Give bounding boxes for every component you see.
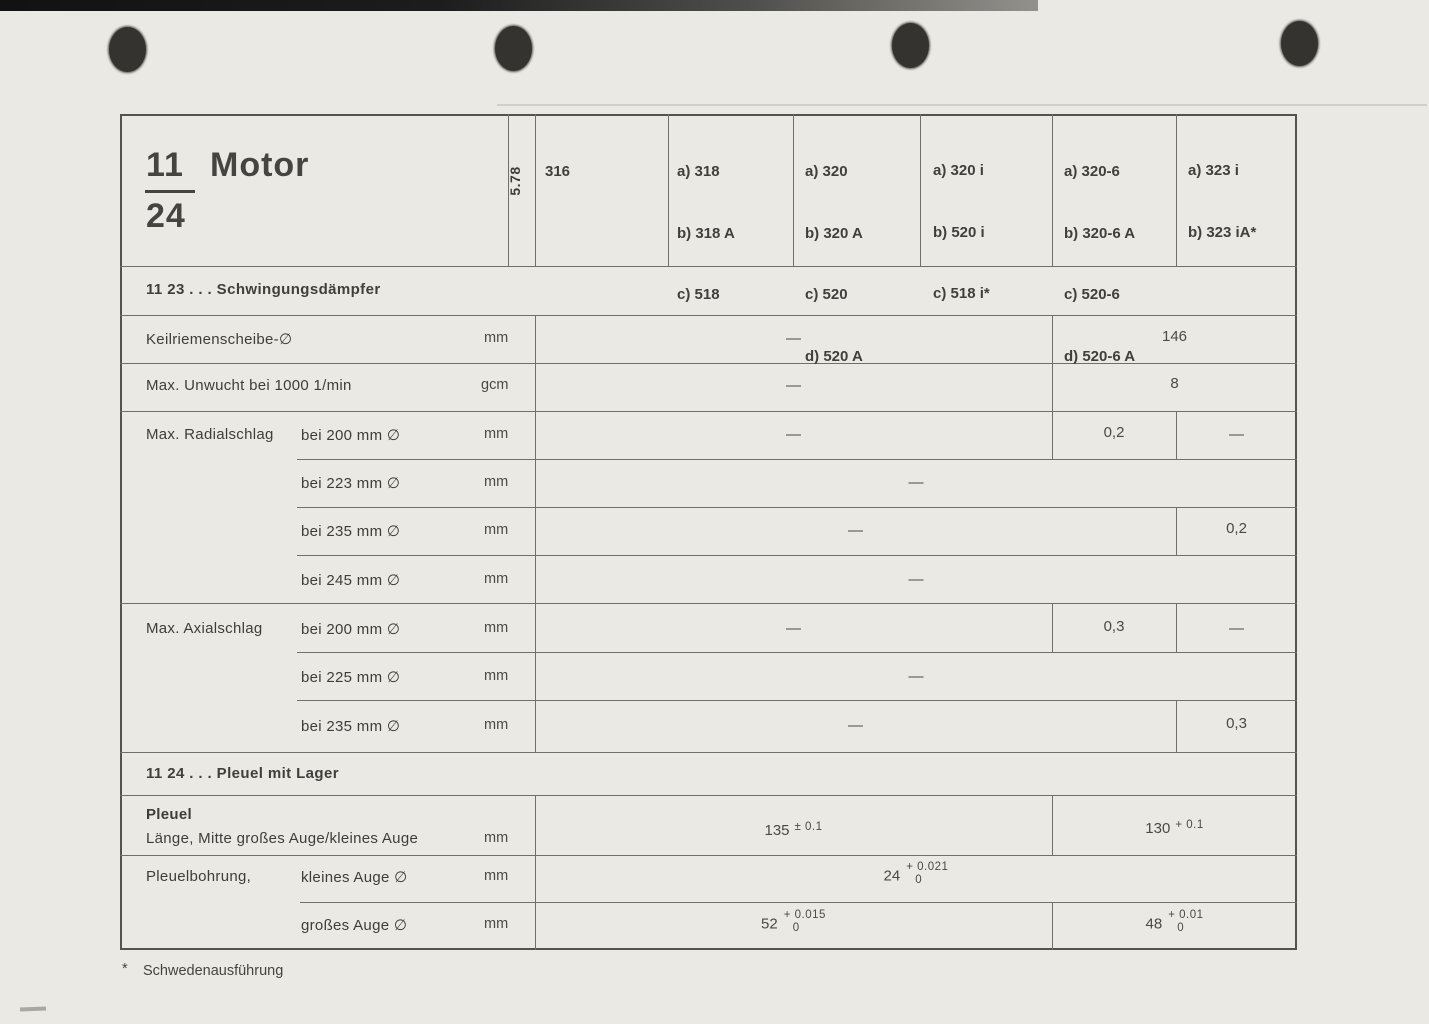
row-group-label: Max. Axialschlag: [146, 620, 263, 637]
model-line: d) 520 A: [805, 347, 863, 365]
model-line: a) 318: [677, 163, 720, 180]
grid-line-h: [297, 555, 1297, 556]
grid-line-h: [120, 114, 1297, 116]
value-cell: 0,3: [1103, 618, 1125, 635]
grid-line-v: [668, 114, 669, 266]
unit-label: gcm: [481, 377, 509, 393]
value-cell: [535, 861, 1297, 889]
revision-date: 5.78: [507, 166, 523, 196]
model-column-318: [677, 121, 735, 347]
scan-edge-bar: [0, 0, 1038, 11]
grid-line-h: [297, 652, 1297, 653]
unit-label: mm: [484, 830, 509, 846]
model-column-320: [805, 121, 863, 408]
value-cell: —: [908, 668, 924, 685]
footnote-marker: *: [122, 961, 128, 977]
grid-line-h: [120, 603, 1297, 604]
unit-label: mm: [484, 868, 509, 884]
row-group-label: Max. Radialschlag: [146, 426, 274, 443]
unit-label: mm: [484, 474, 509, 490]
value-cell: 0,2: [1226, 520, 1247, 537]
value-cell: —: [848, 522, 863, 539]
page-number: 24: [146, 197, 186, 235]
model-line: a) 323 i: [1188, 162, 1239, 179]
punch-hole-icon: [1281, 21, 1318, 66]
model-line: b) 320-6 A: [1064, 224, 1136, 242]
punch-hole-icon: [109, 27, 146, 72]
model-column-320-6: [1064, 121, 1135, 408]
model-line: a) 320 i: [933, 162, 984, 179]
value-number: 135: [764, 822, 790, 839]
tolerance: + 0.1: [1175, 819, 1204, 831]
model-line: a) 320: [805, 163, 848, 180]
value-cell: —: [1229, 620, 1244, 637]
row-label: Länge, Mitte großes Auge/kleines Auge: [146, 830, 419, 847]
value-cell: [535, 822, 1052, 839]
punch-hole-icon: [892, 23, 929, 68]
row-label: bei 225 mm ∅: [301, 669, 401, 686]
tolerance-lower: 0: [792, 921, 800, 934]
tolerance-lower: 0: [915, 873, 923, 886]
row-group-label: Pleuelbohrung,: [146, 868, 252, 885]
unit-label: mm: [484, 571, 509, 587]
value-cell: —: [786, 620, 801, 637]
value-cell: 0,2: [1103, 424, 1125, 441]
row-label: bei 235 mm ∅: [301, 718, 401, 735]
row-label: bei 235 mm ∅: [301, 523, 401, 540]
value-cell: —: [848, 717, 863, 734]
row-label: bei 200 mm ∅: [301, 427, 401, 444]
punch-hole-icon: [495, 26, 532, 71]
value-cell: —: [786, 377, 801, 394]
tolerance-upper: + 0.021: [906, 861, 949, 873]
value-cell: —: [786, 330, 801, 347]
tolerance-stack: [784, 909, 826, 934]
row-label: bei 200 mm ∅: [301, 621, 401, 638]
row-label: bei 245 mm ∅: [301, 572, 401, 589]
tolerance-stack: [1168, 909, 1203, 934]
grid-line-h: [120, 752, 1297, 753]
model-line: c) 518 i*: [933, 285, 990, 302]
tolerance-stack: [906, 861, 948, 886]
value-cell: —: [1229, 426, 1244, 443]
grid-line-v: [1052, 114, 1053, 266]
value-cell: [535, 909, 1052, 937]
scan-streak: [497, 104, 1427, 106]
grid-line-v: [535, 114, 536, 266]
row-label: Keilriemenscheibe-∅: [146, 331, 293, 348]
grid-line-h: [120, 855, 1297, 856]
value-cell: —: [908, 571, 924, 588]
grid-line-v: [120, 114, 122, 950]
value-number: 52: [761, 915, 778, 933]
grid-line-h: [300, 902, 1297, 903]
value-cell: 0,3: [1226, 715, 1247, 732]
model-line: c) 520-6: [1064, 286, 1120, 303]
unit-label: mm: [484, 620, 509, 636]
tolerance: ± 0.1: [794, 821, 823, 833]
grid-line-h: [297, 700, 1297, 701]
value-number: 24: [883, 867, 901, 885]
value-cell: 8: [1170, 375, 1179, 392]
value-number: 130: [1145, 820, 1171, 837]
value-cell: 146: [1161, 328, 1188, 345]
model-line: b) 323 iA*: [1188, 223, 1257, 241]
value-cell: —: [908, 474, 924, 491]
value-cell: [1052, 820, 1297, 837]
page-title: Motor: [210, 146, 310, 184]
row-label: großes Auge ∅: [301, 917, 408, 934]
row-label: Max. Unwucht bei 1000 1/min: [146, 377, 352, 394]
model-line: c) 518: [677, 286, 720, 303]
tolerance-lower: 0: [1177, 921, 1185, 934]
row-label: bei 223 mm ∅: [301, 475, 401, 492]
grid-line-h: [120, 411, 1297, 412]
unit-label: mm: [484, 916, 509, 932]
footnote-text: Schwedenausführung: [143, 963, 284, 979]
tolerance-upper: + 0.01: [1168, 909, 1204, 921]
unit-label: mm: [484, 330, 509, 346]
chapter-number: 11: [146, 146, 184, 184]
unit-label: mm: [484, 717, 509, 733]
unit-label: mm: [484, 668, 509, 684]
grid-line-v: [793, 114, 794, 266]
grid-line-v: [1176, 114, 1177, 266]
fraction-bar: [145, 190, 195, 193]
model-line: d) 520-6 A: [1064, 347, 1136, 365]
row-label: kleines Auge ∅: [301, 869, 408, 886]
grid-line-v: [920, 114, 921, 266]
model-column-320i: [933, 120, 990, 346]
row-group-label: Pleuel: [146, 806, 192, 823]
grid-line-h: [297, 459, 1297, 460]
model-line: b) 318 A: [677, 224, 735, 242]
model-line: b) 520 i: [933, 223, 985, 241]
section-title-damper: 11 23 . . . Schwingungsdämpfer: [146, 281, 381, 298]
model-line: c) 520: [805, 286, 848, 303]
section-title-conrod: 11 24 . . . Pleuel mit Lager: [146, 765, 339, 782]
value-cell: —: [786, 426, 801, 443]
model-line: b) 320 A: [805, 224, 863, 242]
grid-line-h: [120, 795, 1297, 796]
grid-line-h: [297, 507, 1297, 508]
unit-label: mm: [484, 426, 509, 442]
value-cell: [1052, 909, 1297, 937]
model-line: 316: [545, 163, 571, 180]
model-column-316: [545, 121, 570, 224]
scan-mark: [20, 1007, 46, 1012]
unit-label: mm: [484, 522, 509, 538]
grid-line-h: [120, 948, 1297, 950]
tolerance-upper: + 0.015: [783, 909, 826, 921]
model-column-323i: [1188, 120, 1256, 284]
value-number: 48: [1145, 915, 1163, 933]
model-line: a) 320-6: [1064, 163, 1120, 180]
